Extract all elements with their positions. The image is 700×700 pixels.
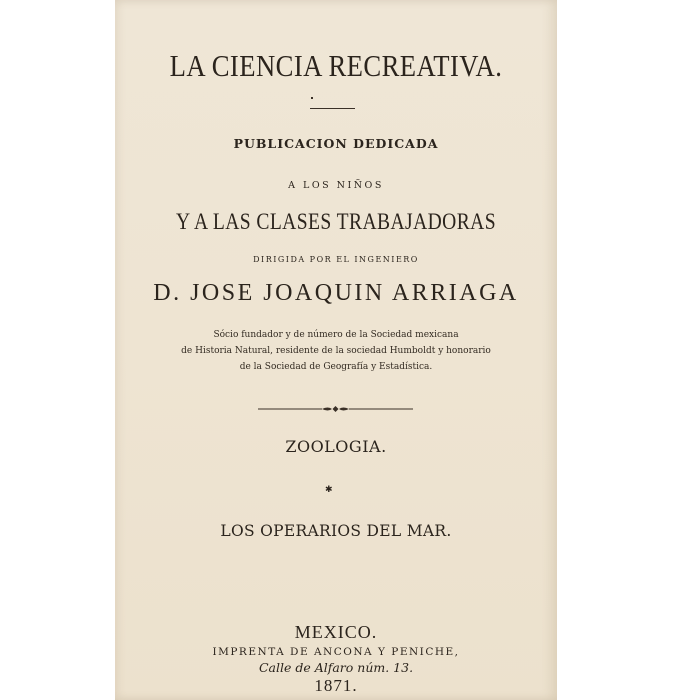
author-name: D. JOSE JOAQUIN ARRIAGA bbox=[153, 280, 519, 306]
imprint-address: Calle de Alfaro núm. 13. bbox=[258, 660, 414, 675]
directed-by-line: DIRIGIDA POR EL INGENIERO bbox=[253, 255, 419, 264]
imprint-city: MEXICO. bbox=[294, 622, 378, 642]
imprint-printer: IMPRENTA DE ANCONA Y PENICHE, bbox=[212, 646, 460, 658]
author-affiliation-line: de la Sociedad de Geografía y Estadística. bbox=[239, 362, 433, 372]
dedication-heading: PUBLICACION DEDICADA bbox=[233, 136, 439, 151]
ornament-dot bbox=[311, 97, 313, 99]
asterisk-ornament: ✱ bbox=[325, 485, 333, 495]
imprint-year: 1871. bbox=[314, 676, 358, 695]
title-divider bbox=[310, 108, 355, 109]
dedication-line-working-classes: Y A LAS CLASES TRABAJADORAS bbox=[176, 209, 496, 234]
ornamental-rule bbox=[258, 405, 413, 413]
volume-title: LOS OPERARIOS DEL MAR. bbox=[220, 522, 452, 540]
author-affiliation-line: de Historia Natural, residente de la sociedad Humboldt y honorario bbox=[181, 346, 491, 356]
book-title: LA CIENCIA RECREATIVA. bbox=[169, 48, 503, 83]
title-page bbox=[115, 0, 557, 700]
section-title: ZOOLOGIA. bbox=[285, 437, 387, 456]
dedication-line-children: A LOS NIÑOS bbox=[288, 180, 384, 191]
author-affiliation-line: Sócio fundador y de número de la Sociedad mexicana bbox=[213, 330, 459, 340]
